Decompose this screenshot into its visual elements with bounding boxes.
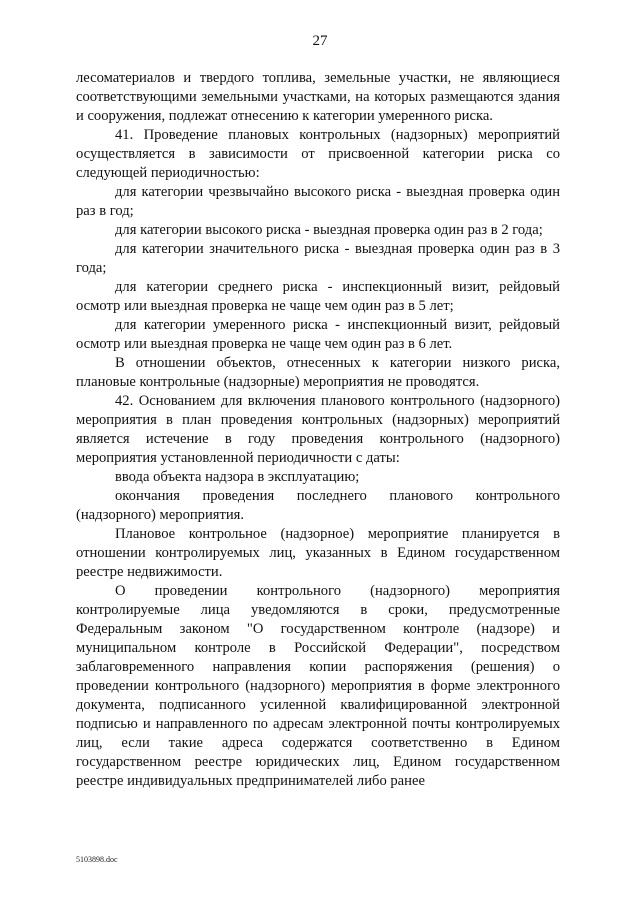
- document-body: [76, 69, 560, 791]
- paragraph-planned-event: Плановое контрольное (надзорное) мероприятие планируется в отношении контролируемых лиц, указанных в Едином государственном реестре недвижимости.: [76, 526, 560, 580]
- paragraph-risk-extreme: для категории чрезвычайно высокого риска - выездная проверка один раз в год;: [76, 184, 560, 219]
- paragraph-item-42: 42. Основанием для включения планового контрольного (надзорного) мероприятия в план проведения контрольных (надзорных) мероприятий является истечение в году проведения контрольного (надзорного) мероприятия установленной периодичности с даты:: [76, 393, 560, 466]
- paragraph-commissioning: ввода объекта надзора в эксплуатацию;: [115, 469, 360, 485]
- paragraph-risk-high: для категории высокого риска - выездная проверка один раз в 2 года;: [115, 222, 543, 238]
- paragraph-notification: О проведении контрольного (надзорного) мероприятия контролируемые лица уведомляются в сроки, предусмотренные Федеральным законом "О государственном контроле (надзоре) и муниципальном контроле в Российской Федерации", посредством заблаговременного направления копии распоряжения (решения) о проведении контрольного (надзорного) мероприятия в форме электронного документа, подписанного усиленной квалифицированной электронной подписью и направленного по адресам электронной почты контролируемых лиц, если такие адреса содержатся соответственно в Едином государственном реестре юридических лиц, Едином государственном реестре индивидуальных предпринимателей либо ранее: [76, 583, 560, 789]
- paragraph-risk-significant: для категории значительного риска - выездная проверка один раз в 3 года;: [76, 241, 560, 276]
- paragraph-item-41: 41. Проведение плановых контрольных (надзорных) мероприятий осуществляется в зависимости от присвоенной категории риска со следующей периодичностью:: [76, 127, 560, 181]
- paragraph-risk-low: В отношении объектов, отнесенных к категории низкого риска, плановые контрольные (надзорные) мероприятия не проводятся.: [76, 355, 560, 390]
- paragraph-risk-medium: для категории среднего риска - инспекционный визит, рейдовый осмотр или выездная проверка не чаще чем один раз в 5 лет;: [76, 279, 560, 314]
- file-name-footer: 5103898.doc: [76, 855, 118, 864]
- paragraph-continuation: лесоматериалов и твердого топлива, земельные участки, не являющиеся соответствующими земельными участками, на которых размещаются здания и сооружения, подлежат отнесению к категории умеренного риска.: [76, 70, 560, 124]
- page-number: 27: [312, 33, 328, 49]
- paragraph-risk-moderate: для категории умеренного риска - инспекционный визит, рейдовый осмотр или выездная проверка не чаще чем один раз в 6 лет.: [76, 317, 560, 352]
- paragraph-last-inspection: окончания проведения последнего планового контрольного (надзорного) мероприятия.: [76, 488, 560, 523]
